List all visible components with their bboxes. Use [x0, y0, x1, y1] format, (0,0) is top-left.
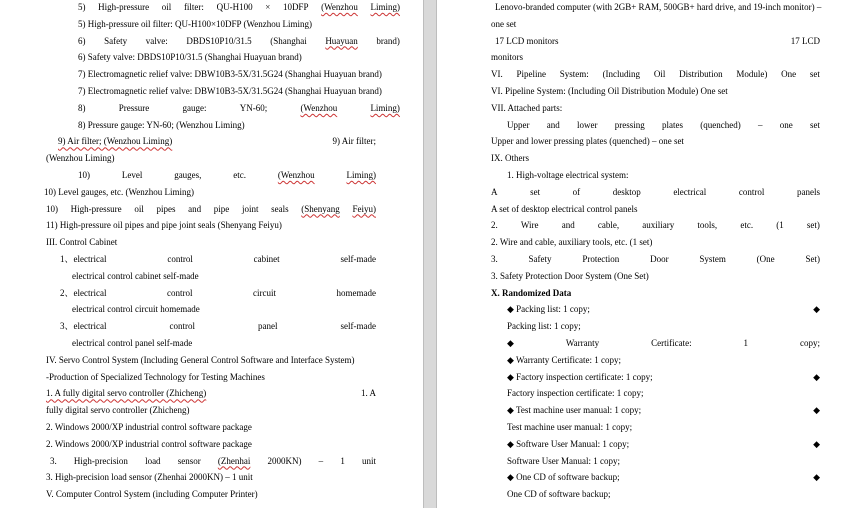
left-text-line — [78, 1, 400, 13]
line-word: gauges, — [174, 170, 202, 180]
line-word: and — [546, 119, 560, 130]
line-word: 10) — [78, 170, 90, 180]
right-text-line — [507, 404, 820, 416]
left-text-line: fully digital servo controller (Zhicheng) — [46, 405, 190, 416]
line-word: Liming) — [346, 170, 376, 180]
line-word: Certificate: — [651, 338, 692, 348]
line-word: ◆ — [813, 405, 820, 416]
line-word: pipes — [156, 203, 176, 214]
right-text-line: VII. Attached parts: — [491, 102, 563, 113]
line-word: joint — [241, 203, 259, 214]
line-word: One — [781, 69, 797, 80]
left-text-line: III. Control Cabinet — [46, 237, 118, 248]
left-text-line: 6) Safety valve: DBDS10P10/31.5 (Shanghai Huayuan brand) — [78, 52, 302, 63]
line-word: 1、electrical — [60, 254, 107, 264]
line-word: control — [738, 186, 765, 197]
right-text-line: ◆ Warranty Certificate: 1 copy; — [507, 354, 621, 365]
line-word: 1. A fully digital servo controller (Zhicheng) — [46, 388, 207, 399]
line-word: ◆ Packing list: 1 copy; — [507, 304, 590, 315]
right-text-line: 1. High-voltage electrical system: — [507, 170, 629, 180]
line-word: High-precision — [73, 455, 128, 466]
line-word: (Shanghai — [270, 35, 307, 46]
right-text-line: Software User Manual: 1 copy; — [507, 455, 620, 466]
line-word: Module) — [736, 69, 768, 80]
right-text-line: Test machine user manual: 1 copy; — [507, 422, 633, 432]
line-word: × — [265, 2, 271, 12]
line-word: control — [169, 321, 195, 332]
line-word: 10) — [46, 203, 58, 214]
left-text-line: 7) Electromagnetic relief valve: DBW10B3-5X/31.5G24 (Shanghai Huayuan brand) — [78, 69, 382, 80]
line-word: Pipeline — [516, 69, 547, 80]
right-text-line — [491, 219, 820, 231]
right-text-line — [507, 371, 820, 383]
line-word: 3. — [50, 455, 57, 466]
line-word: (Wenzhou — [300, 102, 338, 113]
line-word: self-made — [340, 254, 376, 264]
line-word: Protection — [582, 254, 620, 264]
line-word: Safety — [528, 254, 552, 264]
left-text-line — [46, 203, 376, 215]
right-text-line — [491, 253, 820, 265]
left-text-line: 11) High-pressure oil pipes and pipe joint seals (Shenyang Feiyu) — [46, 220, 282, 231]
line-word: 2. — [491, 220, 498, 231]
document-page-left — [0, 0, 423, 508]
line-word: 6) — [78, 35, 86, 46]
left-text-line: 2. Windows 2000/XP industrial control software package — [46, 422, 252, 432]
left-text-line: IV. Servo Control System (Including General Control Software and Interface System) — [46, 354, 355, 365]
line-word: ◆ Factory inspection certificate: 1 copy; — [507, 371, 653, 382]
left-text-line — [58, 135, 376, 147]
line-word: VI. — [491, 69, 503, 80]
line-word: – — [757, 119, 763, 130]
left-text-line — [60, 287, 376, 299]
right-text-line: One CD of software backup; — [507, 489, 611, 500]
line-word: DBDS10P10/31.5 — [186, 35, 252, 46]
line-word: set) — [806, 220, 820, 231]
line-word: Safety — [104, 35, 128, 46]
right-text-line — [495, 35, 820, 47]
line-word: pipe — [213, 203, 230, 214]
left-text-line: -Production of Specialized Technology for Testing Machines — [46, 371, 265, 382]
line-word: set — [530, 186, 541, 197]
line-word: (Zhenhai — [217, 455, 251, 466]
line-word: etc. — [233, 170, 247, 180]
line-word: panels — [796, 186, 820, 197]
left-text-line — [78, 35, 400, 47]
line-word: cabinet — [253, 254, 280, 264]
line-word: (Wenzhou — [277, 170, 315, 180]
line-word: filter: — [183, 2, 204, 12]
right-text-line: monitors — [491, 52, 524, 63]
line-word: (Shenyang — [301, 203, 340, 214]
line-word: 1. A — [360, 388, 376, 399]
left-text-line — [50, 455, 376, 467]
line-word: System — [699, 254, 726, 264]
right-text-line: 2. Wire and cable, auxiliary tools, etc. (1 set) — [491, 237, 653, 248]
line-word: 8) — [78, 102, 86, 113]
line-word: (One — [756, 254, 775, 264]
left-text-line: 10) Level gauges, etc. (Wenzhou Liming) — [44, 186, 194, 197]
line-word: Door — [650, 254, 669, 264]
line-word: ◆ — [507, 338, 514, 348]
right-text-line: IX. Others — [491, 153, 529, 164]
line-word: 1 — [743, 338, 749, 348]
line-word: brand) — [376, 35, 400, 46]
line-word: 3、electrical — [60, 321, 107, 332]
line-word: Oil — [653, 69, 666, 80]
line-word: control — [166, 287, 193, 298]
right-text-line — [507, 303, 820, 315]
left-text-line: electrical control panel self-made — [72, 338, 193, 348]
line-word: oil — [134, 203, 144, 214]
right-text-line — [507, 119, 820, 131]
line-word: ◆ One CD of software backup; — [507, 472, 620, 483]
line-word: gauge: — [182, 102, 207, 113]
line-word: copy; — [799, 338, 820, 348]
left-text-line: V. Computer Control System (including Computer Printer) — [46, 489, 258, 500]
line-word: (Including — [602, 69, 641, 80]
line-word: Level — [121, 170, 143, 180]
line-word: Liming) — [370, 2, 400, 12]
line-word: Wire — [520, 220, 539, 231]
line-word: 5) — [78, 2, 86, 12]
line-word: etc. — [740, 220, 754, 231]
right-text-line: Packing list: 1 copy; — [507, 321, 581, 332]
line-word: and — [188, 203, 202, 214]
line-word: 17 LCD monitors — [495, 35, 559, 46]
line-word: auxiliary — [642, 220, 675, 231]
line-word: ◆ — [813, 304, 820, 315]
line-word: Distribution — [679, 69, 723, 80]
document-page-right — [437, 0, 859, 508]
line-word: one — [779, 119, 793, 130]
right-text-line: X. Randomized Data — [491, 287, 572, 298]
line-word: set — [809, 69, 820, 80]
line-word: 1 — [340, 455, 345, 466]
line-word: High-pressure — [70, 203, 122, 214]
line-word: cable, — [597, 220, 620, 231]
line-word: oil — [161, 2, 172, 12]
line-word: and — [561, 220, 575, 231]
line-word: QU-H100 — [216, 2, 253, 12]
line-word: 2000KN) — [267, 455, 302, 466]
line-word: ◆ Test machine user manual: 1 copy; — [507, 405, 642, 416]
line-word: tools, — [697, 220, 718, 231]
line-word: unit — [361, 455, 376, 466]
left-text-line: 7) Electromagnetic relief valve: DBW10B3-5X/31.5G24 (Shanghai Huayuan brand) — [78, 86, 382, 96]
right-text-line: Factory inspection certificate: 1 copy; — [507, 388, 644, 399]
left-text-line: 2. Windows 2000/XP industrial control software package — [46, 438, 252, 449]
line-word: Upper — [507, 119, 530, 130]
line-word: A — [491, 186, 498, 197]
line-word: of — [572, 186, 581, 197]
left-text-line — [60, 253, 376, 265]
line-word: pressing — [614, 119, 645, 130]
left-text-line — [78, 102, 400, 114]
line-word: valve: — [145, 35, 168, 46]
left-text-line: 8) Pressure gauge: YN-60; (Wenzhou Liming) — [78, 119, 245, 130]
line-word: desktop — [612, 186, 641, 197]
left-text-line: 5) High-pressure oil filter: QU-H100×10DFP (Wenzhou Liming) — [78, 18, 312, 29]
line-word: control — [167, 254, 193, 264]
line-word: homemade — [336, 287, 376, 298]
page-edge-left — [423, 0, 424, 508]
left-text-line — [78, 169, 376, 181]
line-word: 10DFP — [282, 2, 309, 12]
line-word: sensor — [177, 455, 201, 466]
line-word: set — [809, 119, 820, 130]
line-word: – — [318, 455, 324, 466]
line-word: ◆ — [813, 438, 820, 449]
line-word: Warranty — [565, 338, 600, 348]
right-text-line: 3. Safety Protection Door System (One Set) — [491, 270, 649, 281]
right-text-line — [491, 68, 820, 80]
right-text-line — [507, 471, 820, 483]
line-word: lower — [577, 119, 598, 130]
line-word: 17 LCD — [790, 35, 820, 46]
right-text-line: Lenovo-branded computer (with 2GB+ RAM, 500GB+ hard drive, and 19-inch monitor) – — [495, 2, 822, 12]
line-word: (Wenzhou — [321, 2, 358, 12]
line-word: ◆ — [813, 371, 820, 382]
line-word: seals — [271, 203, 289, 214]
right-text-line — [491, 186, 820, 198]
left-text-line — [60, 320, 376, 332]
page-gutter — [423, 0, 437, 508]
right-text-line: Upper and lower pressing plates (quenched) – one set — [491, 136, 684, 147]
right-text-line — [507, 438, 820, 450]
line-word: Feiyu) — [352, 203, 376, 214]
line-word: Huayuan — [325, 35, 358, 46]
left-text-line — [46, 387, 376, 399]
left-text-line: electrical control cabinet self-made — [72, 270, 199, 281]
left-text-line: electrical control circuit homemade — [72, 304, 200, 315]
right-text-line: VI. Pipeline System: (Including Oil Distribution Module) One set — [491, 86, 728, 96]
line-word: 3. — [491, 254, 498, 264]
line-word: (quenched) — [700, 119, 741, 130]
line-word: plates — [662, 119, 683, 130]
line-word: electrical — [673, 186, 707, 197]
line-word: Set) — [805, 254, 820, 264]
line-word: ◆ Software User Manual: 1 copy; — [507, 438, 630, 449]
left-text-line: (Wenzhou Liming) — [46, 153, 115, 164]
line-word: System: — [559, 69, 589, 80]
line-word: load — [145, 455, 161, 466]
line-word: self-made — [340, 321, 376, 332]
line-word: (1 — [776, 220, 784, 231]
right-text-line — [507, 337, 820, 349]
line-word: 2、electrical — [60, 287, 107, 298]
line-word: ◆ — [813, 472, 820, 483]
line-word: 9) Air filter; — [332, 136, 376, 147]
line-word: YN-60; — [239, 102, 268, 113]
line-word: High-pressure — [98, 2, 150, 12]
right-text-line: A set of desktop electrical control panels — [491, 203, 638, 214]
line-word: panel — [257, 321, 278, 332]
right-text-line: one set — [491, 18, 517, 29]
line-word: Liming) — [370, 102, 400, 113]
line-word: Pressure — [118, 102, 150, 113]
line-word: 9) Air filter; (Wenzhou Liming) — [58, 136, 173, 147]
left-text-line: 3. High-precision load sensor (Zhenhai 2000KN) – 1 unit — [46, 472, 253, 483]
line-word: circuit — [252, 287, 276, 298]
